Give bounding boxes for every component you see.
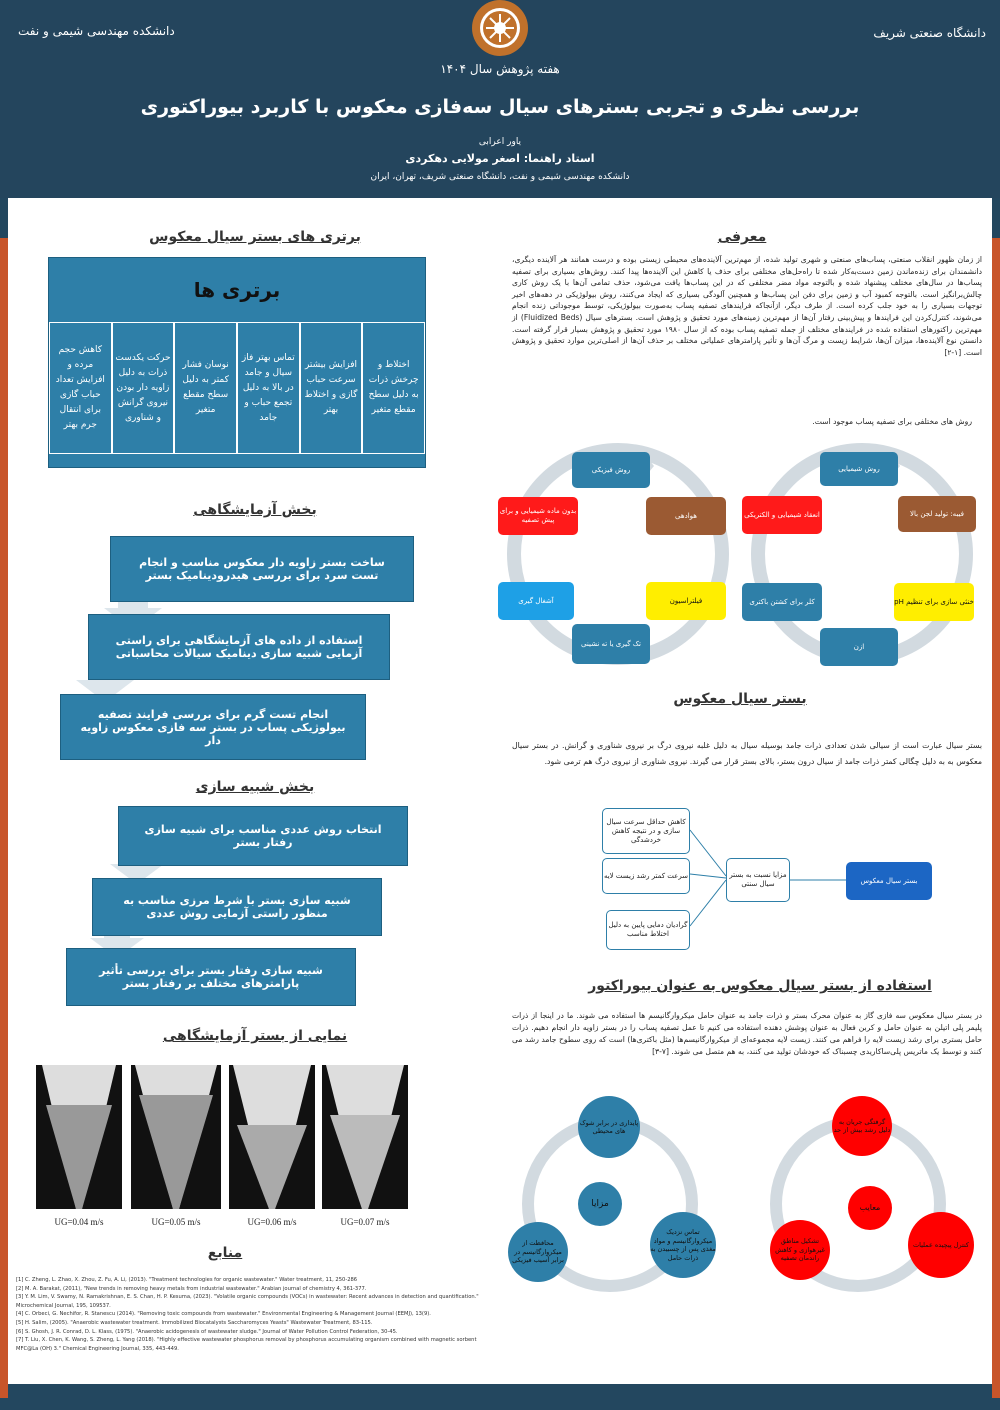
sim-step: شبیه سازی بستر با شرط مرزی مناسب به منظور راستی آزمایی روش عددی [92,878,382,936]
ifb-text: بستر سیال عبارت است از سیالی شدن تعدادی ذرات جامد بوسیله سیال به دلیل غلبه نیروی درگ بر نیروی شناوری و گرانش. در بستر سیال معکوس به به دلیل چگالی کمتر ذرات جامد از سیال درون بستر، بالای بستر قرار می گیرند. نیروی شناوری از نیروی درگ هم ترمی شود. [512,741,982,766]
advantage-item: کاهش حجم مرده و افزایش تعداد حباب گازی برای انتقال جرم بهتر [49,322,112,454]
header [0,0,1000,198]
affiliation: دانشکده مهندسی شیمی و نفت، دانشگاه صنعتی شریف، تهران، ایران [370,172,630,182]
sim-title: بخش شبیه سازی [195,779,315,795]
methods-caption: روش های مختلفی برای تصفیه پساب موجود است. [812,417,972,426]
bio-advantages-center: مزایا [578,1182,622,1226]
lab-title: بخش آزمایشگاهی [193,502,317,518]
right-accent-bar [992,238,1000,1398]
bio-advantage: تماس نزدیک میکروارگانیسم و مواد مغذی پس از چسبیدن به ذرات حامل [650,1212,716,1278]
chem-method: کلر برای کشتن باکتری [742,583,822,621]
phys-method: هوادهی [646,497,726,535]
faculty-label: دانشکده مهندسی شیمی و نفت [18,24,175,38]
research-week: هفته پژوهش سال ۱۴۰۴ [440,62,560,76]
ref-item: [4] C. Orbeci, G. Nechifor, R. Stanescu (2014). "Removing toxic compounds from wastewater." Environmental Engineering & Management Journal (EEMJ), 13(9). [16,1311,431,1318]
bed-photo [131,1065,221,1209]
university-label: دانشگاه صنعتی شریف [873,26,986,40]
photo-caption: UG=0.05 m/s [151,1217,201,1227]
bio-disadvantage: تشکیل مناطق غیرهوازی و کاهش راندمان تصفیه [770,1220,830,1280]
photo-caption: UG=0.06 m/s [247,1217,297,1227]
advantages-columns [49,322,425,454]
advantage-item: افزایش بیشتر سرعت حباب گازی و اختلاط بهتر [300,322,363,454]
phys-method: آشغال گیری [498,582,574,620]
poster-title: بررسی نظری و تجربی بسترهای سیال سه‌فازی معکوس با کاربرد بیوراکتوری [140,96,860,118]
lab-step: انجام تست گرم برای بررسی فرایند تصفیه بیولوژیکی پساب در بستر سه فازی معکوس زاویه دار [60,694,366,760]
refs-list [16,1276,480,1353]
bed-photo [322,1065,408,1209]
ifb-leaf: کاهش حداقل سرعت سیال سازی و در نتیجه کاهش خردشدگی [602,808,690,854]
intro-text: از زمان ظهور انقلاب صنعتی، پساب‌های صنعتی و شهری تولید شده، از مهم‌ترین آلاینده‌های محیطی زیستی بوده و درست همانند هر آلاینده دیگری، دانشمندان برای زنده‌ماندن زمین دست‌به‌کار شده تا راه‌حل‌های مختلفی برای حذف یا کاهش این آلاینده‌ها پیدا کنند. روش‌های بسیاری برای تصفیه پساب‌ها در سال‌های مختلف پیشنهاد شده و بالتوجه مواد مضر مختلفی که در این پساب‌ها یافت می‌شود، حذف تمامی آن‌ها با یک روش کاری چالش‌برانگیز است. بالتوجه کمبود آب و زمین برای دفن این پساب‌ها و همچنین آلودگی بسیاری که ایجاد می‌کنند، روش بیولوژیکی در دهه‌های اخیر توجهات بسیاری را به خود جلب کرده است. از طرف دیگر، ازآنجاکه فرایندهای تصفیه پساب به‌صورت بیولوژیکی، توسط موجوداتی زنده انجام می‌شوند، کنترل‌کردن این فرایندها و پیش‌بینی رفتار آن‌ها از مهم‌ترین زمینه‌های مورد تحقیق و پژوهش است. بسترهای سیال (Fluidized Beds) از مهم‌ترین راکتورهای استفاده شده در فرایندهای مختلف از جمله تصفیه پساب بوده که از سال ۱۹۸۰ مورد تحقیق و پژوهش بسیار قرار گرفته است. دانستن نوع آلاینده‌ها، میزان آن‌ها، شرایط زیست و مرگ آن‌ها و تأثیر پارامترهای عملیاتی مختلف بر حذف آن‌ها از اصلی‌ترین موارد تحقیق و پژوهش است. [۱-۲] [512,255,983,357]
ref-item: [6] S. Ghosh, J. R. Conrad, D. L. Klass, (1975). "Anaerobic acidogenesis of wastewater sludge." Journal of Water Pollution Control Federation, 30-45. [16,1328,398,1335]
bio-advantage: پایداری در برابر شوک های محیطی [578,1096,640,1158]
ref-item: [2] M. A. Barakat, (2011), "New trends in removing heavy metals from industrial wastewater." Arabian journal of chemistry 4, 361-377. [16,1285,367,1292]
bio-text: در بستر سیال معکوس سه فازی گاز به عنوان محرک بستر و ذرات جامد به عنوان حامل میکروارگانیسم ها استفاده می شوند. ما در اینجا از ذرات پلیمر پلی اتیلن به عنوان حامل و کربن فعال به عنوان پوشش دهنده استفاده می کنیم تا عمل تصفیه پساب را در بستر زاویه دار انجام دهیم. ذرات حامل بستری برای رشد زیست لایه را فراهم می کنند. زیست لایه مجموعه‌ای از میکروارگانیسم‌ها (مثل باکتری‌ها) است که روی سطوح جامد رشد می کنند و توسط یک ماتریس پلی‌ساکاریدی چسبناک که خودشان تولید می کنند، به هم متصل می شوند. [۷-۳] [512,1011,982,1056]
refs-title: منابع [207,1245,243,1261]
advantages-table-header: برتری ها [193,278,281,302]
advantage-item: حرکت یکدست ذرات به دلیل زاویه دار بودن نیروی گرانش و شناوری [112,322,175,454]
ifb-leaf: سرعت کمتر رشد زیست لایه [602,858,690,894]
chem-method: ازن [820,628,898,666]
bio-title: استفاده از بستر سیال معکوس به عنوان بیوراکتور [588,978,932,994]
advisor: استاد راهنما: اصغر مولایی دهکردی [405,152,595,165]
advantage-item: تماس بهتر فاز سیال و جامد در بالا به دلیل تجمع حباب و جامد [237,322,300,454]
phys-method: بدون ماده شیمیایی و برای پیش تصفیه [498,497,578,535]
chem-method: خنثی سازی برای تنظیم pH [894,583,974,621]
bio-disadvantage: کنترل پیچیده عملیات [908,1212,974,1278]
ref-item: [7] T. Liu, X. Chen, K. Wang, S. Zheng, L. Yang (2018). "Highly effective wastewater phosphorus removal by phosphorus accumulating organism combined with magnetic sorbent MFC@La (OH) 3." Chemical Engineering Journal, 335, 443-449. [16,1337,477,1352]
phys-method: تک گیری یا ته نشینی [572,624,650,664]
ifb-root: بستر سیال معکوس [846,862,932,900]
chem-method: انعقاد شیمیایی و الکتریکی [742,496,822,534]
lab-step: ساخت بستر زاویه دار معکوس مناسب و انجام تست سرد برای بررسی هیدرودینامیک بستر [110,536,414,602]
ref-item: [5] H. Salim, (2005). "Anaerobic wastewater treatment. Immobilized Biocatalysts Saccharomyces Yeasts" Wastewater Treatment, 83-115. [16,1319,373,1326]
advantage-item: اختلاط و چرخش ذرات به دلیل سطح مقطع متغیر [362,322,425,454]
advantages-table [48,257,426,468]
bed-photo [36,1065,122,1209]
ifb-advantages-node: مزایا نسبت به بستر سیال سنتی [726,858,790,902]
lab-step: استفاده از داده های آزمایشگاهی برای راستی آزمایی شبیه سازی دینامیک سیالات محاسباتی [88,614,390,680]
ifb-leaf: گرادیان دمایی پایین به دلیل اختلاط مناسب [606,910,690,950]
intro-title: معرفی [717,229,767,245]
left-accent-bar [0,238,8,1398]
photos-title: نمایی از بستر آزمایشگاهی [162,1028,348,1044]
bio-disadvantage: گرفتگی جریان به دلیل رشد بیش از حد [832,1096,892,1156]
phys-method: فیلتراسیون [646,582,726,620]
chem-method: روش شیمیایی [820,452,898,486]
advantage-item: نوسان فشار کمتر به دلیل سطح مقطع متغیر [174,322,237,454]
photo-caption: UG=0.04 m/s [54,1217,104,1227]
bio-advantage: محافظت از میکروارگانیسم در برابر آسیب فیزیکی [508,1222,568,1282]
photo-caption: UG=0.07 m/s [340,1217,390,1227]
sharif-logo [466,0,534,60]
ref-item: [3] Y. M. Lim, V. Swamy, N. Ramakrishnan, E. S. Chan, H. P. Kesuma, (2023). "Volatile organic compounds (VOCs) in wastewater: Recent advances in detection and quantification." Microchemical Journal, 195, 109537. [16,1294,479,1309]
sim-step: شبیه سازی رفتار بستر برای بررسی تأثیر پارامترهای مختلف بر رفتار بستر [66,948,356,1006]
author: یاور اعرابی [478,137,522,147]
bio-disadvantages-center: معایب [848,1186,892,1230]
advantages-title: برتری های بستر سیال معکوس [149,229,361,245]
phys-method: روش فیزیکی [572,452,650,488]
chem-method: فیبه: تولید لجن بالا [898,496,976,532]
bed-photo [229,1065,315,1209]
ref-item: [1] C. Zheng, L. Zhao, X. Zhou, Z. Fu, A. Li, (2013). "Treatment technologies for organic wastewater." Water treatment, 11, 250-286 [16,1277,358,1283]
sim-step: انتخاب روش عددی مناسب برای شبیه سازی رفتار بستر [118,806,408,866]
ifb-title: بستر سیال معکوس [673,691,807,707]
